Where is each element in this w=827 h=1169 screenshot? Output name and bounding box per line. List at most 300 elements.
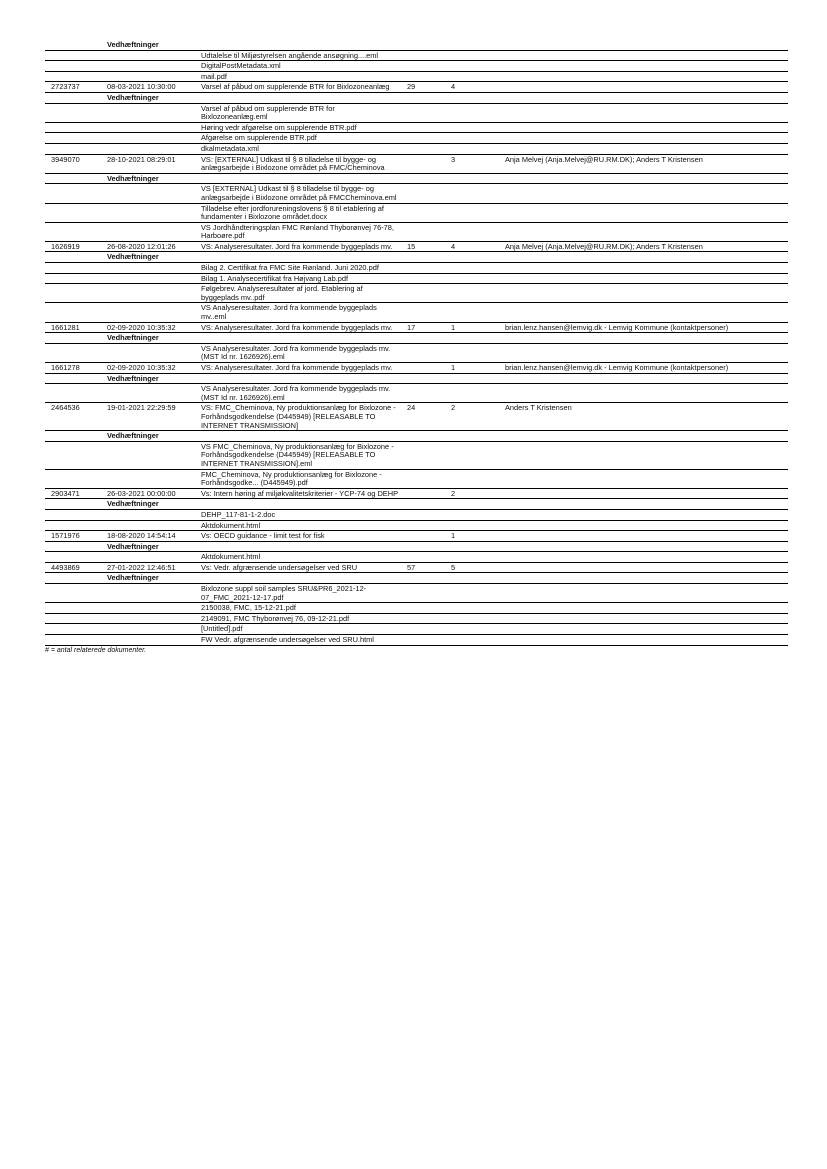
- blank-cell: [199, 92, 403, 103]
- record-id: 1571976: [45, 531, 103, 542]
- record-row: [45, 322, 788, 333]
- blank-cell: [445, 624, 503, 635]
- attachment-name: VS Analyseresultater. Jord fra kommende byggeplads mv..eml: [199, 303, 403, 322]
- blank-cell: [445, 92, 503, 103]
- attachment-row: [45, 103, 788, 122]
- blank-cell: [445, 252, 503, 263]
- blank-cell: [445, 431, 503, 442]
- blank-cell: [403, 509, 445, 520]
- blank-cell: [445, 552, 503, 563]
- attachment-row: [45, 203, 788, 222]
- blank-cell: [503, 469, 788, 488]
- attachment-row: [45, 184, 788, 203]
- blank-cell: [45, 133, 103, 144]
- record-id: 2903471: [45, 488, 103, 499]
- record-row: [45, 363, 788, 374]
- blank-cell: [445, 71, 503, 82]
- attachments-label: Vedhæftninger: [103, 173, 199, 184]
- blank-cell: [45, 203, 103, 222]
- blank-cell: [403, 40, 445, 50]
- blank-cell: [503, 303, 788, 322]
- record-row: [45, 403, 788, 431]
- record-title: VS: Analyseresultater. Jord fra kommende byggeplads mv.: [199, 363, 403, 374]
- record-date: 19-01-2021 22:29:59: [103, 403, 199, 431]
- record-id: 1661278: [45, 363, 103, 374]
- record-contact: brian.lenz.hansen@lemvig.dk - Lemvig Kommune (kontaktpersoner): [503, 363, 788, 374]
- blank-cell: [199, 333, 403, 344]
- blank-cell: [45, 122, 103, 133]
- attachment-name: Bixlozone suppl soil samples SRU&PR6_2021-12-07_FMC_2021-12-17.pdf: [199, 584, 403, 603]
- attachment-name: Bilag 1. Analysecertifikat fra Højvang Lab.pdf: [199, 273, 403, 284]
- record-title: Vs: OECD guidance - limit test for fisk: [199, 531, 403, 542]
- attachments-label: Vedhæftninger: [103, 373, 199, 384]
- attachment-name: VS Analyseresultater. Jord fra kommende byggeplads mv. (MST Id nr. 1626926).eml: [199, 384, 403, 403]
- record-contact: Anders T Kristensen: [503, 403, 788, 431]
- blank-cell: [445, 603, 503, 614]
- attachment-name: Høring vedr afgørelse om supplerende BTR.pdf: [199, 122, 403, 133]
- attachments-header-row: [45, 173, 788, 184]
- blank-cell: [445, 103, 503, 122]
- record-count: 24: [403, 403, 445, 431]
- blank-cell: [445, 222, 503, 241]
- blank-cell: [403, 252, 445, 263]
- blank-cell: [445, 273, 503, 284]
- attachments-header-row: [45, 431, 788, 442]
- record-row: [45, 241, 788, 252]
- blank-cell: [445, 613, 503, 624]
- attachment-name: mail.pdf: [199, 71, 403, 82]
- blank-cell: [103, 263, 199, 274]
- attachment-name: Bilag 2. Certifikat fra FMC Site Rønland. Juni 2020.pdf: [199, 263, 403, 274]
- blank-cell: [403, 133, 445, 144]
- blank-cell: [45, 573, 103, 584]
- blank-cell: [403, 263, 445, 274]
- record-row: [45, 82, 788, 93]
- blank-cell: [403, 222, 445, 241]
- record-date: 27-01-2022 12:46:51: [103, 562, 199, 573]
- attachments-header-row: [45, 92, 788, 103]
- attachment-name: Følgebrev. Analyseresultater af jord. Etablering af byggeplads mv..pdf: [199, 284, 403, 303]
- attachment-row: [45, 61, 788, 72]
- blank-cell: [403, 441, 445, 469]
- blank-cell: [403, 333, 445, 344]
- blank-cell: [45, 284, 103, 303]
- blank-cell: [45, 40, 103, 50]
- blank-cell: [403, 303, 445, 322]
- record-attachment-count: 3: [445, 154, 503, 173]
- record-count: [403, 531, 445, 542]
- blank-cell: [403, 613, 445, 624]
- record-contact: brian.lenz.hansen@lemvig.dk - Lemvig Kommune (kontaktpersoner): [503, 322, 788, 333]
- blank-cell: [503, 71, 788, 82]
- blank-cell: [503, 122, 788, 133]
- blank-cell: [103, 469, 199, 488]
- blank-cell: [445, 173, 503, 184]
- attachment-row: [45, 441, 788, 469]
- record-count: [403, 488, 445, 499]
- attachment-name: VS [EXTERNAL] Udkast til § 8 tilladelse til bygge- og anlægsarbejde i Bixlozone området på FMCCheminova.eml: [199, 184, 403, 203]
- record-count: 29: [403, 82, 445, 93]
- blank-cell: [503, 624, 788, 635]
- attachments-header-row: [45, 333, 788, 344]
- blank-cell: [103, 624, 199, 635]
- blank-cell: [45, 509, 103, 520]
- blank-cell: [45, 373, 103, 384]
- record-id: 3949070: [45, 154, 103, 173]
- records-table: [45, 40, 788, 646]
- blank-cell: [199, 499, 403, 510]
- record-contact: [503, 531, 788, 542]
- attachment-row: [45, 469, 788, 488]
- record-contact: [503, 562, 788, 573]
- blank-cell: [403, 373, 445, 384]
- record-attachment-count: 5: [445, 562, 503, 573]
- attachments-label: Vedhæftninger: [103, 499, 199, 510]
- record-title: Vs: Vedr. afgrænsende undersøgelser ved SRU: [199, 562, 403, 573]
- blank-cell: [45, 520, 103, 531]
- blank-cell: [403, 71, 445, 82]
- record-row: [45, 562, 788, 573]
- blank-cell: [503, 584, 788, 603]
- record-count: 57: [403, 562, 445, 573]
- record-title: VS: Analyseresultater. Jord fra kommende byggeplads mv.: [199, 241, 403, 252]
- blank-cell: [445, 203, 503, 222]
- attachments-label: Vedhæftninger: [103, 431, 199, 442]
- blank-cell: [445, 61, 503, 72]
- blank-cell: [45, 50, 103, 61]
- blank-cell: [403, 635, 445, 646]
- record-attachment-count: 4: [445, 241, 503, 252]
- blank-cell: [445, 441, 503, 469]
- blank-cell: [503, 499, 788, 510]
- attachment-name: Tilladelse efter jordforureningslovens § 8 til etablering af fundamenter i Bixlozone området.docx: [199, 203, 403, 222]
- blank-cell: [103, 343, 199, 362]
- blank-cell: [403, 273, 445, 284]
- blank-cell: [103, 552, 199, 563]
- blank-cell: [403, 203, 445, 222]
- blank-cell: [103, 50, 199, 61]
- blank-cell: [403, 552, 445, 563]
- blank-cell: [403, 499, 445, 510]
- blank-cell: [45, 384, 103, 403]
- blank-cell: [403, 143, 445, 154]
- attachment-row: [45, 552, 788, 563]
- record-title: VS: [EXTERNAL] Udkast til § 8 tilladelse til bygge- og anlægsarbejde i Bixlozone området på FMC/Cheminova: [199, 154, 403, 173]
- blank-cell: [503, 552, 788, 563]
- attachment-name: [Untitled].pdf: [199, 624, 403, 635]
- blank-cell: [103, 133, 199, 144]
- blank-cell: [45, 273, 103, 284]
- attachment-name: Afgørelse om supplerende BTR.pdf: [199, 133, 403, 144]
- attachment-name: DEHP_117-81-1-2.doc: [199, 509, 403, 520]
- blank-cell: [503, 252, 788, 263]
- blank-cell: [445, 284, 503, 303]
- attachments-header-row: [45, 541, 788, 552]
- blank-cell: [199, 373, 403, 384]
- attachment-name: VS Jordhåndteringsplan FMC Rønland Thyborønvej 76-78, Harboøre.pdf: [199, 222, 403, 241]
- attachment-row: [45, 284, 788, 303]
- attachment-name: FMC_Cheminova, Ny produktionsanlæg for Bixlozone - Forhåndsgodke... (D445949).pdf: [199, 469, 403, 488]
- attachments-header-row: [45, 373, 788, 384]
- blank-cell: [445, 50, 503, 61]
- attachments-header-row: [45, 40, 788, 50]
- blank-cell: [503, 50, 788, 61]
- blank-cell: [45, 469, 103, 488]
- attachment-row: [45, 343, 788, 362]
- record-title: VS: Analyseresultater. Jord fra kommende byggeplads mv.: [199, 322, 403, 333]
- record-title: Varsel af påbud om supplerende BTR for Bixlozoneanlæg: [199, 82, 403, 93]
- blank-cell: [45, 303, 103, 322]
- record-title: VS: FMC_Cheminova, Ny produktionsanlæg for Bixlozone - Forhåndsgodkendelse (D445949) [RELEASABLE TO INTERNET TRANSMISSION]: [199, 403, 403, 431]
- blank-cell: [403, 384, 445, 403]
- attachment-row: [45, 122, 788, 133]
- blank-cell: [103, 520, 199, 531]
- blank-cell: [503, 143, 788, 154]
- blank-cell: [103, 441, 199, 469]
- blank-cell: [45, 343, 103, 362]
- attachment-row: [45, 50, 788, 61]
- blank-cell: [445, 584, 503, 603]
- blank-cell: [45, 441, 103, 469]
- blank-cell: [503, 184, 788, 203]
- blank-cell: [199, 573, 403, 584]
- record-count: 15: [403, 241, 445, 252]
- blank-cell: [45, 635, 103, 646]
- record-row: [45, 488, 788, 499]
- attachment-name: 2150038, FMC, 15-12-21.pdf: [199, 603, 403, 614]
- blank-cell: [403, 624, 445, 635]
- blank-cell: [45, 333, 103, 344]
- blank-cell: [445, 541, 503, 552]
- blank-cell: [403, 92, 445, 103]
- attachment-name: 2149091, FMC Thyborønvej 76, 09-12-21.pdf: [199, 613, 403, 624]
- record-id: 1661281: [45, 322, 103, 333]
- blank-cell: [403, 584, 445, 603]
- blank-cell: [503, 92, 788, 103]
- blank-cell: [503, 273, 788, 284]
- record-attachment-count: 1: [445, 363, 503, 374]
- blank-cell: [503, 222, 788, 241]
- blank-cell: [403, 469, 445, 488]
- blank-cell: [445, 384, 503, 403]
- record-date: 26-08-2020 12:01:26: [103, 241, 199, 252]
- attachments-label: Vedhæftninger: [103, 92, 199, 103]
- blank-cell: [445, 143, 503, 154]
- blank-cell: [445, 122, 503, 133]
- blank-cell: [45, 61, 103, 72]
- blank-cell: [103, 103, 199, 122]
- document-page: [45, 40, 788, 654]
- blank-cell: [103, 184, 199, 203]
- blank-cell: [403, 103, 445, 122]
- blank-cell: [445, 509, 503, 520]
- records-table-body: [45, 40, 788, 645]
- blank-cell: [45, 541, 103, 552]
- blank-cell: [103, 509, 199, 520]
- blank-cell: [45, 624, 103, 635]
- blank-cell: [403, 343, 445, 362]
- blank-cell: [45, 252, 103, 263]
- blank-cell: [103, 222, 199, 241]
- blank-cell: [103, 303, 199, 322]
- attachments-header-row: [45, 573, 788, 584]
- blank-cell: [103, 603, 199, 614]
- attachment-row: [45, 520, 788, 531]
- record-attachment-count: 4: [445, 82, 503, 93]
- blank-cell: [103, 284, 199, 303]
- attachment-name: VS Analyseresultater. Jord fra kommende byggeplads mv. (MST Id nr. 1626926).eml: [199, 343, 403, 362]
- blank-cell: [45, 92, 103, 103]
- blank-cell: [503, 343, 788, 362]
- blank-cell: [503, 441, 788, 469]
- attachment-name: Aktdokument.html: [199, 520, 403, 531]
- blank-cell: [403, 603, 445, 614]
- attachments-label: Vedhæftninger: [103, 333, 199, 344]
- blank-cell: [103, 61, 199, 72]
- blank-cell: [403, 431, 445, 442]
- blank-cell: [45, 222, 103, 241]
- blank-cell: [45, 143, 103, 154]
- attachment-row: [45, 303, 788, 322]
- record-date: 28-10-2021 08:29:01: [103, 154, 199, 173]
- record-row: [45, 154, 788, 173]
- blank-cell: [445, 469, 503, 488]
- blank-cell: [445, 499, 503, 510]
- attachment-name: Udtalelse til Miljøstyrelsen angående ansøgning....eml: [199, 50, 403, 61]
- blank-cell: [45, 552, 103, 563]
- blank-cell: [103, 203, 199, 222]
- blank-cell: [45, 613, 103, 624]
- attachment-name: dkalmetadata.xml: [199, 143, 403, 154]
- blank-cell: [45, 431, 103, 442]
- blank-cell: [403, 122, 445, 133]
- record-date: 02-09-2020 10:35:32: [103, 363, 199, 374]
- blank-cell: [503, 509, 788, 520]
- blank-cell: [199, 252, 403, 263]
- attachment-row: [45, 222, 788, 241]
- attachment-row: [45, 273, 788, 284]
- blank-cell: [503, 613, 788, 624]
- blank-cell: [503, 384, 788, 403]
- blank-cell: [103, 384, 199, 403]
- blank-cell: [199, 173, 403, 184]
- record-id: 2464536: [45, 403, 103, 431]
- blank-cell: [503, 133, 788, 144]
- attachments-label: Vedhæftninger: [103, 573, 199, 584]
- attachments-header-row: [45, 499, 788, 510]
- blank-cell: [503, 603, 788, 614]
- blank-cell: [445, 184, 503, 203]
- blank-cell: [403, 61, 445, 72]
- attachment-name: Aktdokument.html: [199, 552, 403, 563]
- blank-cell: [103, 122, 199, 133]
- record-attachment-count: 1: [445, 322, 503, 333]
- blank-cell: [403, 573, 445, 584]
- blank-cell: [445, 333, 503, 344]
- blank-cell: [403, 284, 445, 303]
- blank-cell: [503, 103, 788, 122]
- record-count: 17: [403, 322, 445, 333]
- blank-cell: [445, 573, 503, 584]
- attachment-name: VS FMC_Cheminova, Ny produktionsanlæg for Bixlozone - Forhåndsgodkendelse (D445949) [RELEASABLE TO INTERNET TRANSMISSION].eml: [199, 441, 403, 469]
- attachment-row: [45, 584, 788, 603]
- blank-cell: [103, 71, 199, 82]
- record-attachment-count: 1: [445, 531, 503, 542]
- attachment-name: Varsel af påbud om supplerende BTR for Bixlozoneanlæg.eml: [199, 103, 403, 122]
- blank-cell: [45, 71, 103, 82]
- blank-cell: [403, 541, 445, 552]
- attachment-row: [45, 143, 788, 154]
- attachment-row: [45, 384, 788, 403]
- blank-cell: [103, 584, 199, 603]
- blank-cell: [45, 499, 103, 510]
- blank-cell: [199, 40, 403, 50]
- blank-cell: [503, 333, 788, 344]
- blank-cell: [503, 431, 788, 442]
- blank-cell: [503, 173, 788, 184]
- blank-cell: [445, 343, 503, 362]
- attachments-label: Vedhæftninger: [103, 40, 199, 50]
- record-count: [403, 363, 445, 374]
- record-attachment-count: 2: [445, 403, 503, 431]
- attachments-label: Vedhæftninger: [103, 252, 199, 263]
- blank-cell: [503, 284, 788, 303]
- blank-cell: [445, 520, 503, 531]
- attachment-row: [45, 624, 788, 635]
- record-date: 02-09-2020 10:35:32: [103, 322, 199, 333]
- attachment-row: [45, 509, 788, 520]
- record-id: 2723737: [45, 82, 103, 93]
- attachment-row: [45, 263, 788, 274]
- blank-cell: [445, 373, 503, 384]
- blank-cell: [403, 50, 445, 61]
- blank-cell: [45, 173, 103, 184]
- blank-cell: [503, 263, 788, 274]
- record-contact: [503, 488, 788, 499]
- attachment-row: [45, 133, 788, 144]
- record-contact: [503, 82, 788, 93]
- blank-cell: [45, 584, 103, 603]
- blank-cell: [503, 635, 788, 646]
- blank-cell: [103, 613, 199, 624]
- blank-cell: [45, 184, 103, 203]
- record-date: 26-03-2021 00:00:00: [103, 488, 199, 499]
- blank-cell: [403, 173, 445, 184]
- blank-cell: [199, 541, 403, 552]
- blank-cell: [199, 431, 403, 442]
- blank-cell: [45, 603, 103, 614]
- blank-cell: [503, 573, 788, 584]
- blank-cell: [445, 133, 503, 144]
- record-id: 4493869: [45, 562, 103, 573]
- attachment-row: [45, 71, 788, 82]
- attachment-row: [45, 635, 788, 646]
- record-count: [403, 154, 445, 173]
- attachments-label: Vedhæftninger: [103, 541, 199, 552]
- attachments-header-row: [45, 252, 788, 263]
- record-attachment-count: 2: [445, 488, 503, 499]
- blank-cell: [45, 103, 103, 122]
- blank-cell: [503, 203, 788, 222]
- attachment-name: FW Vedr. afgrænsende undersøgelser ved SRU.html: [199, 635, 403, 646]
- blank-cell: [403, 184, 445, 203]
- blank-cell: [103, 635, 199, 646]
- record-title: Vs: Intern høring af miljøkvalitetskriterier - YCP-74 og DEHP: [199, 488, 403, 499]
- blank-cell: [503, 373, 788, 384]
- record-contact: Anja Melvej (Anja.Melvej@RU.RM.DK); Anders T Kristensen: [503, 241, 788, 252]
- blank-cell: [445, 635, 503, 646]
- blank-cell: [45, 263, 103, 274]
